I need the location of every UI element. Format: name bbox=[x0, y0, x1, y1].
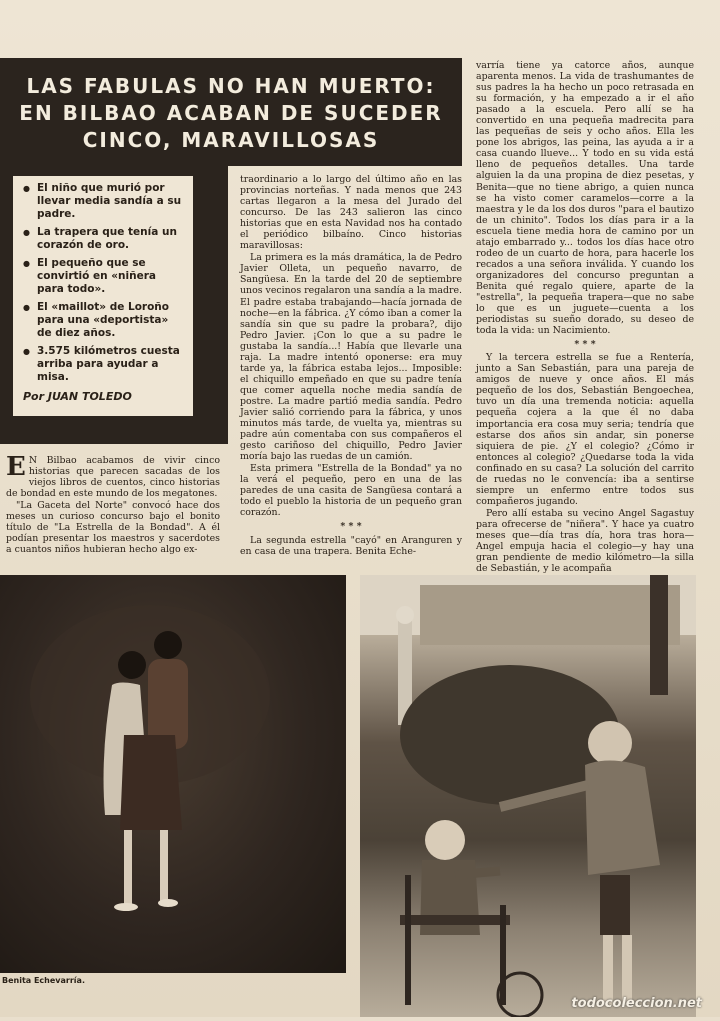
paragraph: traordinario a lo largo del último año en las provincias norteñas. Y nada menos que 243 cartas llegaron a la mesa del Jurado del concurso. De las 243 salieron las cinco historias que en esta Navidad nos ha contado el periódico bilbaíno. Cinco historias maravillosas: bbox=[240, 174, 462, 252]
summary-item: ● El «maillot» de Loroño para una «deportista» de diez años. bbox=[23, 301, 185, 340]
paragraph: La segunda estrella "cayó" en Aranguren y en casa de una trapera. Benita Eche- bbox=[240, 534, 462, 557]
photo-illustration bbox=[0, 575, 346, 973]
watermark: todocoleccion.net bbox=[571, 996, 702, 1011]
summary-item: ● La trapera que tenía un corazón de oro. bbox=[23, 226, 185, 252]
summary-item: ● El pequeño que se convirtió en «niñera para todo». bbox=[23, 257, 185, 296]
headline-banner bbox=[0, 58, 462, 166]
paragraph: Y la tercera estrella se fue a Rentería, junto a San Sebastián, para una pareja de amigos de nueve y once años. El más pequeño de los dos, Sebastián Bengoechea, tuvo un día una tremenda noticia: aquella pequeña cojera a la que él no daba importancia era cosa muy seria; tendría que estarse dos años sin andar, sin ponerse siquiera de pie. ¿Y el colegio? ¿Cómo ir entonces al colegio? ¿Quedarse toda la vida confinado en su casa? La solución del carrito de ruedas no le convencía: iba a sentirse siempre un enfermo entre todos sus compañeros jugando. bbox=[476, 352, 694, 507]
summary-item: ● El niño que murió por llevar media sandía a su padre. bbox=[23, 182, 185, 221]
paragraph: Esta primera "Estrella de la Bondad" ya no la verá el pequeño, pero en una de las paredes de una casita de Sangüesa contará a todo el pueblo la historia de un pequeño gran corazón. bbox=[240, 463, 462, 519]
photo-boys-wheelchair bbox=[360, 575, 696, 1017]
summary-list bbox=[23, 182, 185, 384]
summary-box bbox=[13, 176, 193, 416]
photo-illustration bbox=[360, 575, 696, 1017]
headline-line-3: CINCO, MARAVILLOSAS bbox=[82, 128, 380, 152]
photo-caption: Benita Echevarría. bbox=[2, 976, 85, 985]
paragraph: N Bilbao acabamos de vivir cinco historias que parecen sacadas de los viejos libros de cuentos, cinco historias de bondad en este mundo de los megatones. bbox=[6, 455, 220, 500]
article-column-2 bbox=[240, 174, 462, 558]
paragraph: La primera es la más dramática, la de Pedro Javier Olleta, un pequeño navarro, de Sangüesa. En la tarde del 20 de septiembre unos vecinos regalaron una sandía a la madre. El padre estaba trabajando—hacía jornada de noche—en la fábrica. ¿Y cómo iban a comer la sandía sin que su padre la probara?, dijo Pedro Javier. ¡Con lo que a su padre le gustaba la sandía...! Había que llevarle una raja. La madre intentó oponerse: era muy tarde ya, la fábrica estaba lejos... Imposible: el chiquillo empeñado en que su padre tenía que comer aquella noche media sandía de postre. La madre partió media sandía. Pedro Javier salió corriendo para la fábrica, y unos minutos más tarde, de vuelta ya, mientras su padre aún comentaba con sus compañeros el gesto cariñoso del chiquillo, Pedro Javier moría bajo las ruedas de un camión. bbox=[240, 252, 462, 463]
paragraph: varría tiene ya catorce años, aunque aparenta menos. La vida de trashumantes de sus padres la ha hecho un poco retrasada en su formación, y ha empezado a ir el año pasado a la escuela. Pero allí se ha convertido en una pequeña madrecita para las pequeñas de seis y ocho años. Ella les pone los abrigos, las peina, las ayuda a ir a casa cuando llueve... Y todo en su vida está lleno de pequeños detalles. Una tarde alguien la da una propina de diez pesetas, y Benita—que no tiene abrigo, a quien nunca se ha visto comer caramelos—corre a la maestra y le da los dos duros "para el bautizo de un chinito". Todos los días para ir a la escuela tiene media hora de camino por un atajo embarrado y... todos los días hace otro rodeo de un cuarto de hora, para hacerle los recados a una señora inválida. Y cuando los organizadores del concurso preguntan a Benita qué regalo quiere, aparte de la "estrella", la pequeña trapera—que no sabe lo que es un juguete—cuenta a los periodistas su sueño dorado, su deseo de toda la vida: un Nacimiento. bbox=[476, 60, 694, 337]
drop-cap: E bbox=[6, 452, 26, 482]
article-column-3 bbox=[476, 60, 694, 575]
photo-benita-echevarria bbox=[0, 575, 346, 973]
headline-line-2: EN BILBAO ACABAN DE SUCEDER bbox=[19, 101, 443, 125]
article-column-1 bbox=[6, 452, 220, 556]
paragraph: "La Gaceta del Norte" convocó hace dos meses un curioso concurso bajo el bonito título de "La Estrella de la Bondad". A él podían presentar los maestros y sacerdotes a cuantos niños hubieran hecho algo ex- bbox=[6, 500, 220, 556]
section-divider: * * * bbox=[574, 339, 596, 351]
paragraph: Pero allí estaba su vecino Angel Sagastuy para ofrecerse de "niñera". Y hace ya cuatro meses que—día tras día, hora tras hora—Angel empuja hacia el colegio—y hay una gran pendiente de medio kilómetro—la silla de Sebastián, y le acompaña bbox=[476, 507, 694, 575]
section-divider: * * * bbox=[340, 521, 362, 533]
byline: Por JUAN TOLEDO bbox=[23, 390, 132, 403]
summary-item: ● 3.575 kilómetros cuesta arriba para ayudar a misa. bbox=[23, 345, 185, 384]
headline-line-1: LAS FABULAS NO HAN MUERTO: bbox=[26, 74, 436, 98]
